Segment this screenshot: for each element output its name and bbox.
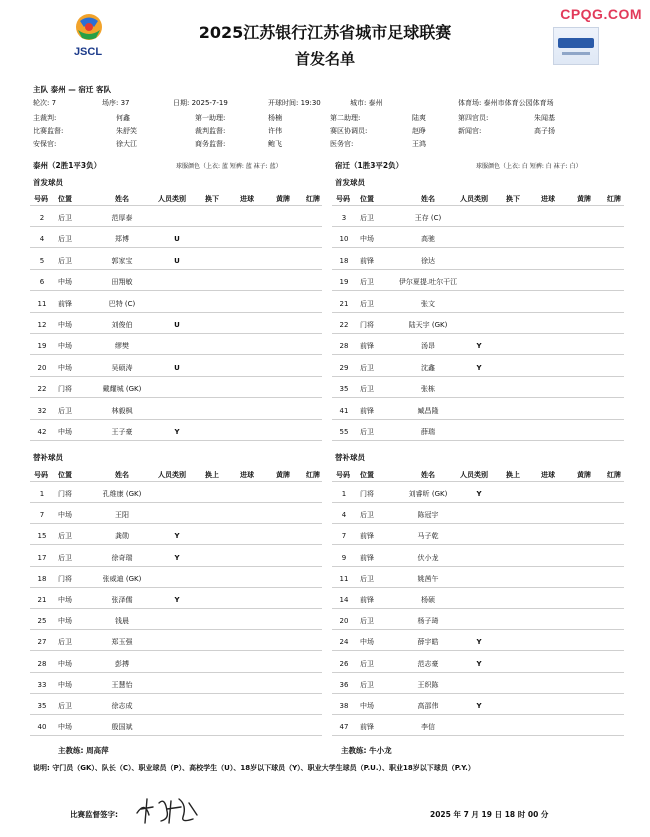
row-divider	[30, 672, 322, 673]
column-header-red-card: 红牌	[607, 195, 621, 203]
away-team-name: 宿迁（1胜3平2负）	[335, 161, 404, 170]
official-label: 第四官员:	[458, 114, 489, 122]
player-position: 前锋	[360, 596, 374, 604]
column-header-yellow-card: 黄牌	[577, 471, 591, 479]
row-divider	[30, 714, 322, 715]
player-name: 伏小龙	[417, 554, 439, 562]
player-number: 21	[339, 300, 349, 308]
player-name: 张文	[421, 300, 435, 308]
signature-label: 比赛监督签字:	[70, 810, 118, 819]
player-category: Y	[476, 660, 482, 668]
column-header-number: 号码	[34, 471, 48, 479]
player-name: 杨硕	[421, 596, 435, 604]
player-name: 高驰	[421, 235, 435, 243]
player-position: 中场	[58, 596, 72, 604]
official-label: 商务监督:	[195, 140, 226, 148]
player-number: 22	[339, 321, 349, 329]
player-position: 后卫	[58, 702, 72, 710]
column-header-yellow-card: 黄牌	[577, 195, 591, 203]
player-name: 徐达	[421, 257, 435, 265]
column-header-name: 姓名	[115, 471, 129, 479]
row-divider	[332, 376, 624, 377]
player-position: 后卫	[58, 554, 72, 562]
player-number: 32	[37, 407, 47, 415]
player-position: 门将	[360, 490, 374, 498]
row-divider	[332, 397, 624, 398]
player-category: Y	[476, 490, 482, 498]
column-header-goals: 进球	[240, 471, 254, 479]
official-value: 赵睁	[412, 127, 426, 135]
row-divider	[332, 650, 624, 651]
player-name: 刘睿昕 (GK)	[408, 490, 448, 498]
home-away-line: 主队 泰州 — 宿迁 客队	[33, 85, 111, 94]
player-category: U	[174, 257, 180, 265]
player-number: 18	[339, 257, 349, 265]
row-divider	[30, 333, 322, 334]
round: 轮次: 7	[33, 99, 57, 107]
away-subs-label: 替补球员	[335, 453, 365, 462]
player-number: 11	[339, 575, 349, 583]
player-position: 后卫	[58, 638, 72, 646]
away-starters-label: 首发球员	[335, 178, 365, 187]
official-value: 朱舒笑	[116, 127, 137, 135]
player-name: 王子豪	[111, 428, 133, 436]
player-number: 6	[39, 278, 45, 286]
player-number: 35	[37, 702, 47, 710]
official-value: 徐大江	[116, 140, 137, 148]
player-name: 刘俊伯	[111, 321, 133, 329]
row-divider	[332, 693, 624, 694]
column-header-yellow-card: 黄牌	[276, 195, 290, 203]
player-name: 巴特 (C)	[108, 300, 136, 308]
player-position: 后卫	[360, 278, 374, 286]
player-position: 中场	[360, 235, 374, 243]
player-position: 门将	[58, 575, 72, 583]
row-divider	[30, 481, 322, 482]
player-position: 后卫	[58, 257, 72, 265]
column-header-position: 位置	[58, 471, 72, 479]
player-name: 彭搏	[115, 660, 129, 668]
row-divider	[332, 502, 624, 503]
player-category: U	[174, 364, 180, 372]
player-number: 41	[339, 407, 349, 415]
player-position: 后卫	[58, 214, 72, 222]
row-divider	[332, 269, 624, 270]
player-name: 郑玉强	[111, 638, 133, 646]
player-number: 19	[37, 342, 47, 350]
row-divider	[332, 247, 624, 248]
row-divider	[30, 502, 322, 503]
player-position: 后卫	[360, 511, 374, 519]
player-position: 后卫	[58, 235, 72, 243]
player-number: 38	[339, 702, 349, 710]
player-category: U	[174, 321, 180, 329]
player-position: 中场	[360, 638, 374, 646]
column-header-substitution: 换上	[205, 471, 219, 479]
player-name: 姚茜午	[417, 575, 439, 583]
player-number: 20	[339, 617, 349, 625]
official-label: 第二助理:	[330, 114, 361, 122]
player-name: 林毅枫	[111, 407, 133, 415]
player-name: 钱晨	[115, 617, 129, 625]
player-number: 10	[339, 235, 349, 243]
official-value: 高子扬	[534, 127, 555, 135]
row-divider	[332, 735, 624, 736]
row-divider	[332, 481, 624, 482]
player-name: 张泽儒	[111, 596, 133, 604]
row-divider	[332, 440, 624, 441]
player-position: 后卫	[360, 575, 374, 583]
player-category: Y	[174, 428, 180, 436]
player-position: 前锋	[360, 407, 374, 415]
official-label: 第一助理:	[195, 114, 226, 122]
player-number: 11	[37, 300, 47, 308]
player-number: 47	[339, 723, 349, 731]
logo-text: JSCL	[73, 46, 103, 58]
page-title: 2025江苏银行江苏省城市足球联赛	[198, 23, 452, 42]
official-value: 许伟	[268, 127, 282, 135]
official-value: 杨楠	[268, 114, 282, 122]
official-value: 朱闻基	[534, 114, 555, 122]
page-subtitle: 首发名单	[294, 50, 355, 68]
away-kit: 球服颜色（上衣: 白 短裤: 白 袜子: 白）	[476, 163, 582, 170]
player-name: 王织陈	[417, 681, 439, 689]
signature	[131, 793, 203, 827]
signature-time: 2025 年 7 月 19 日 18 时 00 分	[430, 810, 549, 819]
official-label: 主裁判:	[33, 114, 57, 122]
player-number: 40	[37, 723, 47, 731]
player-number: 2	[39, 214, 45, 222]
column-header-category: 人员类别	[460, 471, 488, 479]
player-category: Y	[476, 342, 482, 350]
player-position: 中场	[58, 681, 72, 689]
player-number: 5	[39, 257, 45, 265]
row-divider	[332, 587, 624, 588]
row-divider	[332, 672, 624, 673]
player-name: 殷国斌	[111, 723, 133, 731]
row-divider	[332, 714, 624, 715]
player-name: 吴硕涛	[111, 364, 133, 372]
official-value: 鲍飞	[268, 140, 282, 148]
row-divider	[30, 247, 322, 248]
column-header-substitution: 换上	[506, 471, 520, 479]
player-category: U	[174, 235, 180, 243]
row-divider	[332, 544, 624, 545]
row-divider	[332, 290, 624, 291]
player-name: 孔维康 (GK)	[102, 490, 142, 498]
player-number: 33	[37, 681, 47, 689]
official-value: 何鑫	[116, 114, 130, 122]
player-name: 田翔敏	[111, 278, 133, 286]
column-header-goals: 进球	[541, 471, 555, 479]
player-category: Y	[174, 596, 180, 604]
player-name: 薛宇皓	[417, 638, 439, 646]
player-position: 前锋	[360, 554, 374, 562]
player-name: 薛瑞	[421, 428, 435, 436]
player-number: 12	[37, 321, 47, 329]
official-label: 新闻官:	[458, 127, 482, 135]
player-number: 22	[37, 385, 47, 393]
player-number: 19	[339, 278, 349, 286]
player-category: Y	[476, 638, 482, 646]
player-position: 后卫	[360, 300, 374, 308]
column-header-yellow-card: 黄牌	[276, 471, 290, 479]
player-position: 后卫	[360, 385, 374, 393]
venue: 体育场: 泰州市体育公园体育场	[458, 99, 554, 107]
player-position: 中场	[58, 278, 72, 286]
away-coach: 主教练: 牛小龙	[341, 746, 392, 755]
official-label: 安保官:	[33, 140, 57, 148]
official-label: 裁判监督:	[195, 127, 226, 135]
player-position: 中场	[58, 364, 72, 372]
column-header-name: 姓名	[115, 195, 129, 203]
row-divider	[332, 205, 624, 206]
player-position: 门将	[58, 385, 72, 393]
row-divider	[30, 397, 322, 398]
player-position: 中场	[58, 617, 72, 625]
row-divider	[30, 226, 322, 227]
column-header-category: 人员类别	[158, 471, 186, 479]
row-divider	[332, 312, 624, 313]
player-number: 1	[341, 490, 347, 498]
column-header-red-card: 红牌	[306, 471, 320, 479]
player-name: 戴耀城 (GK)	[102, 385, 142, 393]
player-name: 王慧怡	[111, 681, 133, 689]
row-divider	[30, 312, 322, 313]
player-name: 王存 (C)	[414, 214, 442, 222]
row-divider	[332, 333, 624, 334]
row-divider	[30, 376, 322, 377]
player-number: 1	[39, 490, 45, 498]
player-number: 27	[37, 638, 47, 646]
row-divider	[332, 566, 624, 567]
player-position: 后卫	[360, 428, 374, 436]
player-category: Y	[476, 702, 482, 710]
watermark: CPQG.COM	[560, 6, 642, 22]
player-number: 35	[339, 385, 349, 393]
column-header-red-card: 红牌	[306, 195, 320, 203]
player-name: 沈鑫	[421, 364, 435, 372]
match-date: 日期: 2025-7-19	[173, 99, 228, 107]
match-no: 场序: 37	[102, 99, 130, 107]
row-divider	[30, 269, 322, 270]
player-name: 郑博	[115, 235, 129, 243]
player-name: 马子乾	[417, 532, 439, 540]
player-category: Y	[174, 554, 180, 562]
column-header-category: 人员类别	[158, 195, 186, 203]
player-position: 后卫	[360, 364, 374, 372]
column-header-goals: 进球	[240, 195, 254, 203]
player-name: 郭家宝	[111, 257, 133, 265]
row-divider	[30, 629, 322, 630]
column-header-goals: 进球	[541, 195, 555, 203]
player-position: 门将	[58, 490, 72, 498]
city: 城市: 泰州	[350, 99, 383, 107]
player-number: 25	[37, 617, 47, 625]
row-divider	[30, 650, 322, 651]
player-name: 范厚泰	[111, 214, 133, 222]
player-name: 范志豪	[417, 660, 439, 668]
player-position: 后卫	[360, 681, 374, 689]
row-divider	[332, 354, 624, 355]
row-divider	[30, 566, 322, 567]
column-header-substitution: 换下	[506, 195, 520, 203]
player-number: 4	[39, 235, 45, 243]
player-number: 21	[37, 596, 47, 604]
home-kit: 球服颜色（上衣: 蓝 短裤: 蓝 袜子: 蓝）	[176, 163, 282, 170]
column-header-red-card: 红牌	[607, 471, 621, 479]
player-number: 20	[37, 364, 47, 372]
player-number: 42	[37, 428, 47, 436]
official-label: 赛区协调员:	[330, 127, 368, 135]
player-position: 中场	[58, 660, 72, 668]
player-number: 36	[339, 681, 349, 689]
column-header-position: 位置	[360, 471, 374, 479]
official-value: 王鸿	[412, 140, 426, 148]
player-position: 门将	[360, 321, 374, 329]
row-divider	[30, 735, 322, 736]
player-name: 王阳	[115, 511, 129, 519]
row-divider	[30, 523, 322, 524]
player-number: 26	[339, 660, 349, 668]
player-category: Y	[174, 532, 180, 540]
player-position: 后卫	[58, 532, 72, 540]
player-position: 中场	[58, 342, 72, 350]
player-name: 杨子琦	[417, 617, 439, 625]
kickoff-time: 开球时间: 19:30	[268, 99, 321, 107]
row-divider	[30, 205, 322, 206]
player-position: 中场	[58, 723, 72, 731]
player-number: 9	[341, 554, 347, 562]
official-value: 陆爽	[412, 114, 426, 122]
player-number: 28	[37, 660, 47, 668]
home-team-name: 泰州（2胜1平3负）	[33, 161, 102, 170]
column-header-name: 姓名	[421, 471, 435, 479]
player-position: 中场	[58, 321, 72, 329]
column-header-number: 号码	[34, 195, 48, 203]
row-divider	[30, 544, 322, 545]
player-name: 臧昌隆	[417, 407, 439, 415]
player-name: 陆天宇 (GK)	[408, 321, 448, 329]
player-name: 高邵伟	[417, 702, 439, 710]
player-number: 18	[37, 575, 47, 583]
player-name: 龚勋	[115, 532, 129, 540]
player-number: 55	[339, 428, 349, 436]
home-starters-label: 首发球员	[33, 178, 63, 187]
row-divider	[30, 354, 322, 355]
player-name: 张威迪 (GK)	[102, 575, 142, 583]
player-number: 3	[341, 214, 347, 222]
player-name: 陈冠宇	[417, 511, 439, 519]
player-position: 中场	[58, 511, 72, 519]
player-name: 伊尔夏提.吐尔干江	[398, 278, 458, 286]
official-label: 比赛监督:	[33, 127, 64, 135]
player-number: 7	[39, 511, 45, 519]
official-label: 医务官:	[330, 140, 354, 148]
row-divider	[30, 587, 322, 588]
column-header-number: 号码	[336, 195, 350, 203]
column-header-substitution: 换下	[205, 195, 219, 203]
player-name: 徐奇瑞	[111, 554, 133, 562]
player-number: 29	[339, 364, 349, 372]
player-name: 缪樊	[115, 342, 129, 350]
player-number: 7	[341, 532, 347, 540]
player-position: 前锋	[58, 300, 72, 308]
player-category: Y	[476, 364, 482, 372]
home-coach: 主教练: 周高萍	[58, 746, 109, 755]
player-position: 前锋	[360, 723, 374, 731]
player-name: 张栋	[421, 385, 435, 393]
player-number: 15	[37, 532, 47, 540]
player-name: 汤昂	[421, 342, 435, 350]
player-number: 14	[339, 596, 349, 604]
player-position: 后卫	[360, 660, 374, 668]
column-header-position: 位置	[58, 195, 72, 203]
row-divider	[30, 608, 322, 609]
legend-note: 说明: 守门员（GK）、队长（C）、职业球员（P）、高校学生（U）、18岁以下球员（Y）、职业大学生球员（P.U.）、职业18岁以下球员（P.Y.）	[33, 764, 475, 772]
row-divider	[332, 419, 624, 420]
row-divider	[30, 419, 322, 420]
player-number: 17	[37, 554, 47, 562]
home-subs-label: 替补球员	[33, 453, 63, 462]
row-divider	[30, 290, 322, 291]
player-name: 徐志成	[111, 702, 133, 710]
player-position: 后卫	[58, 407, 72, 415]
player-position: 前锋	[360, 532, 374, 540]
player-name: 李信	[421, 723, 435, 731]
player-number: 24	[339, 638, 349, 646]
player-position: 中场	[58, 428, 72, 436]
player-number: 4	[341, 511, 347, 519]
column-header-category: 人员类别	[460, 195, 488, 203]
player-position: 后卫	[360, 214, 374, 222]
row-divider	[332, 523, 624, 524]
row-divider	[332, 608, 624, 609]
row-divider	[332, 226, 624, 227]
row-divider	[332, 629, 624, 630]
column-header-number: 号码	[336, 471, 350, 479]
column-header-position: 位置	[360, 195, 374, 203]
player-position: 前锋	[360, 257, 374, 265]
player-position: 前锋	[360, 342, 374, 350]
player-number: 28	[339, 342, 349, 350]
player-position: 中场	[360, 702, 374, 710]
column-header-name: 姓名	[421, 195, 435, 203]
player-position: 后卫	[360, 617, 374, 625]
row-divider	[30, 693, 322, 694]
row-divider	[30, 440, 322, 441]
